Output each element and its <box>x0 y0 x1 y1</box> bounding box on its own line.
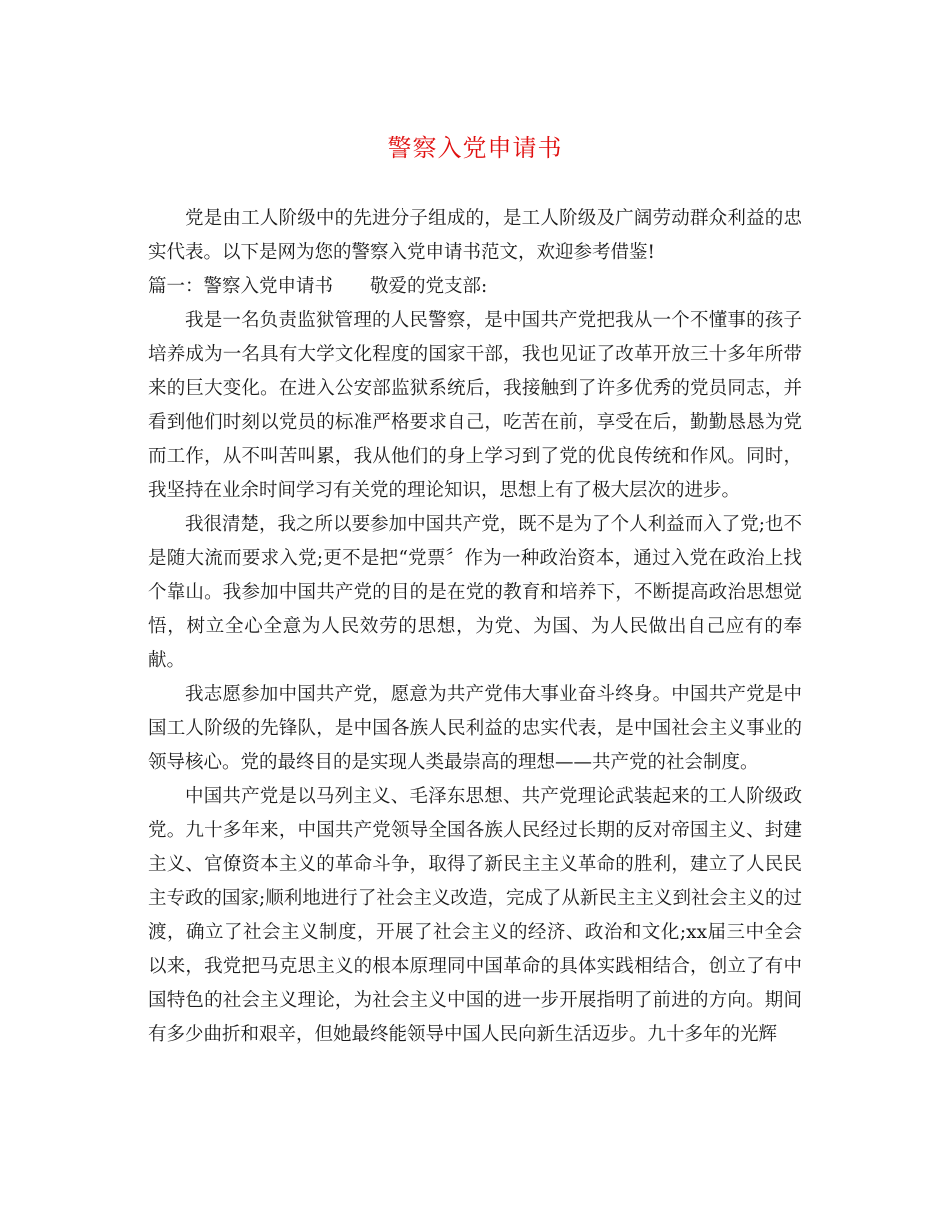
intro-paragraph: 党是由工人阶级中的先进分子组成的，是工人阶级及广阔劳动群众利益的忠实代表。以下是网为您的警察入党申请书范文，欢迎参考借鉴! <box>148 208 802 263</box>
body-paragraph: 我是一名负责监狱管理的人民警察，是中国共产党把我从一个不懂事的孩子培养成为一名具有大学文化程度的国家干部，我也见证了改革开放三十多年所带来的巨大变化。在进入公安部监狱系统后，我接触到了许多优秀的党员同志，并看到他们时刻以党员的标准严格要求自己，吃苦在前，享受在后，勤勤恳恳为党而工作，从不叫苦叫累，我从他们的身上学习到了党的优良传统和作风。同时，我坚持在业余时间学习有关党的理论知识，思想上有了极大层次的进步。 <box>148 310 802 501</box>
body-paragraph: 我很清楚，我之所以要参加中国共产党，既不是为了个人利益而入了党;也不是随大流而要求入党;更不是把“党票〞作为一种政治资本，通过入党在政治上找个靠山。我参加中国共产党的目的是在党的教育和培养下，不断提高政治思想觉悟，树立全心全意为人民效劳的思想，为党、为国、为人民做出自己应有的奉献。 <box>148 514 802 671</box>
document-body <box>148 202 802 1052</box>
body-paragraph: 中国共产党是以马列主义、毛泽东思想、共产党理论武装起来的工人阶级政党。九十多年来，中国共产党领导全国各族人民经过长期的反对帝国主义、封建主义、官僚资本主义的革命斗争，取得了新民主主义革命的胜利，建立了人民民主专政的国家;顺利地进行了社会主义改造，完成了从新民主主义到社会主义的过渡，确立了社会主义制度，开展了社会主义的经济、政治和文化;xx届三中全会以来，我党把马克思主义的根本原理同中国革命的具体实践相结合，创立了有中国特色的社会主义理论，为社会主义中国的进一步开展指明了前进的方向。期间有多少曲折和艰辛，但她最终能领导中国人民向新生活迈步。九十多年的光辉 <box>148 786 802 1045</box>
body-paragraph: 我志愿参加中国共产党，愿意为共产党伟大事业奋斗终身。中国共产党是中国工人阶级的先锋队，是中国各族人民利益的忠实代表，是中国社会主义事业的领导核心。党的最终目的是实现人类最崇高的理想——共产党的社会制度。 <box>148 684 802 773</box>
page-title: 警察入党申请书 <box>387 134 563 162</box>
section-heading: 篇一：警察入党申请书 敬爱的党支部: <box>148 276 488 297</box>
